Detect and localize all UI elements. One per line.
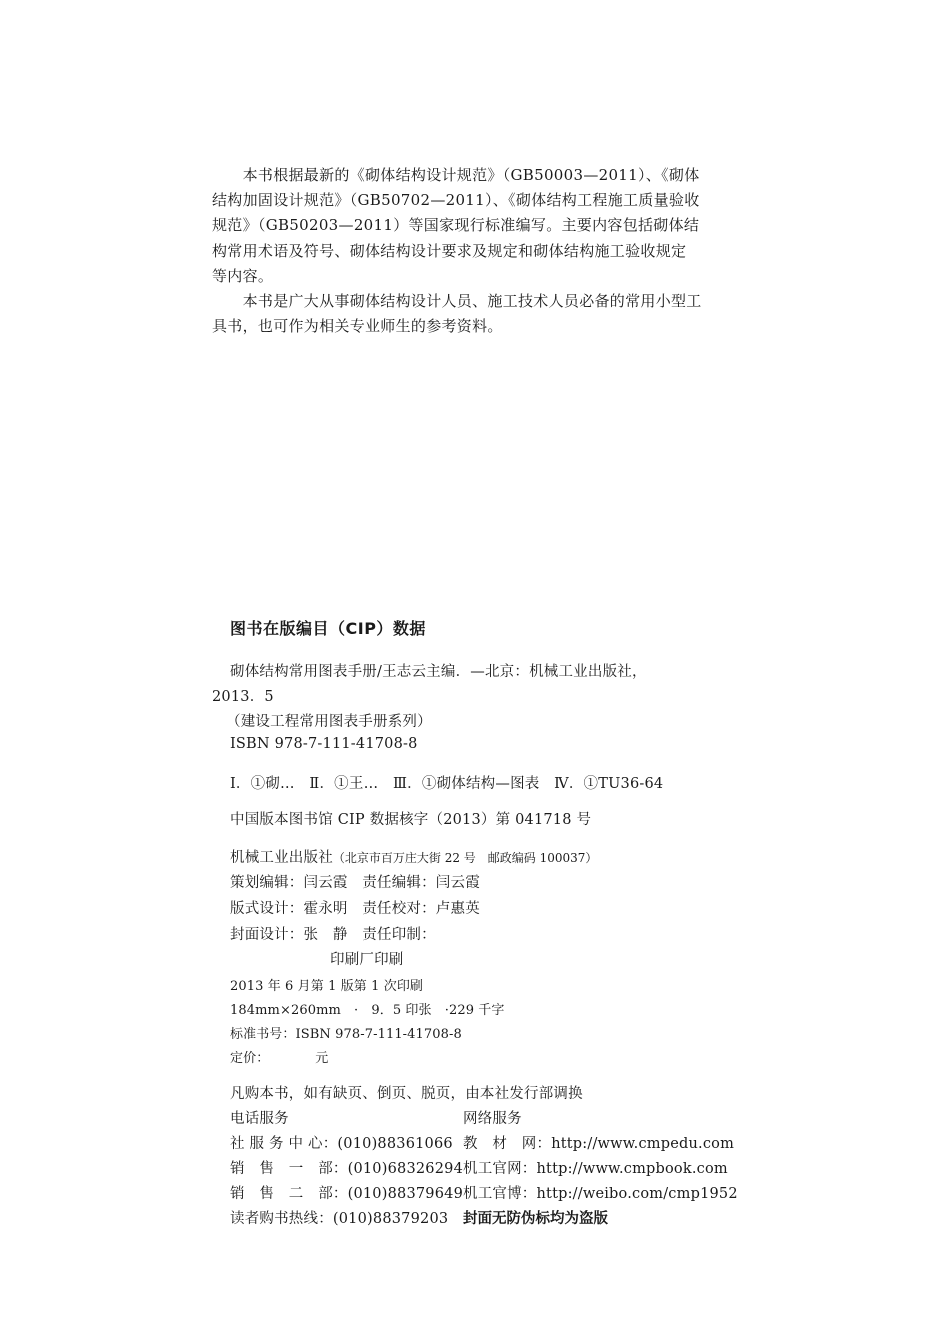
edition: 2013 年 6 月第 1 版第 1 次印刷 (230, 979, 424, 994)
sales-dept2-phone: 销 售 二 部：(010)88379649 (230, 1186, 463, 1202)
standard-number: 标准书号：ISBN 978-7-111-41708-8 (230, 1027, 462, 1042)
intro-line: 本书根据最新的《砌体结构设计规范》（GB50003—2011）、《砌体 (212, 166, 700, 184)
intro-line: 具书，也可作为相关专业师生的参考资料。 (212, 317, 503, 336)
intro-line: 本书是广大从事砌体结构设计人员、施工技术人员必备的常用小型工 (212, 291, 702, 310)
replacement-notice: 凡购本书，如有缺页、倒页、脱页，由本社发行部调换 (230, 1086, 583, 1102)
intro-line: 构常用术语及符号、砌体结构设计要求及规定和砌体结构施工验收规定 (212, 241, 687, 260)
phone-service-header: 电话服务 (230, 1111, 289, 1127)
anti-counterfeit-notice: 封面无防伪标均为盗版 (463, 1211, 608, 1227)
planning-editor: 策划编辑：闫云霞 责任编辑：闫云霞 (230, 875, 480, 891)
publisher-address: （北京市百万庄大街 22 号 邮政编码 100037） (332, 851, 598, 865)
cip-heading: 图书在版编目（CIP）数据 (230, 619, 426, 638)
intro-text (212, 163, 742, 339)
cip-isbn: ISBN 978-7-111-41708-8 (230, 736, 418, 752)
printer: 印刷厂印刷 (330, 952, 404, 968)
cip-series: （建设工程常用图表手册系列） (226, 714, 432, 730)
publisher-line (230, 846, 597, 867)
intro-line: 规范》（GB50203—2011）等国家现行标准编写。主要内容包括砌体结 (212, 216, 700, 235)
cip-record-line1: 砌体结构常用图表手册/王志云主编．—北京：机械工业出版社， (230, 664, 647, 680)
reader-hotline: 读者购书热线：(010)88379203 (230, 1211, 449, 1227)
publisher-name: 机械工业出版社 (230, 850, 333, 866)
service-center-phone: 社 服 务 中 心：(010)88361066 (230, 1136, 453, 1152)
layout-design: 版式设计：霍永明 责任校对：卢惠英 (230, 901, 480, 917)
intro-line: 等内容。 (212, 266, 274, 285)
official-website: 机工官网：http://www.cmpbook.com (463, 1161, 728, 1177)
cip-number: 中国版本图书馆 CIP 数据核字（2013）第 041718 号 (230, 812, 592, 828)
web-service-header: 网络服务 (463, 1111, 522, 1127)
textbook-website: 教 材 网：http://www.cmpedu.com (463, 1136, 735, 1152)
price: 定价： 元 (230, 1051, 329, 1066)
cip-record-line2: 2013．5 (212, 689, 274, 705)
official-weibo: 机工官博：http://weibo.com/cmp1952 (463, 1186, 738, 1202)
cip-classification: Ⅰ．①砌… Ⅱ．①王… Ⅲ．①砌体结构—图表 Ⅳ．①TU36-64 (230, 776, 664, 792)
book-format: 184mm×260mm · 9．5 印张 ·229 千字 (230, 1003, 505, 1018)
intro-line: 结构加固设计规范》（GB50702—2011）、《砌体结构工程施工质量验收 (212, 191, 700, 210)
cover-design: 封面设计：张 静 责任印制： (230, 927, 436, 943)
sales-dept1-phone: 销 售 一 部：(010)68326294 (230, 1161, 463, 1177)
